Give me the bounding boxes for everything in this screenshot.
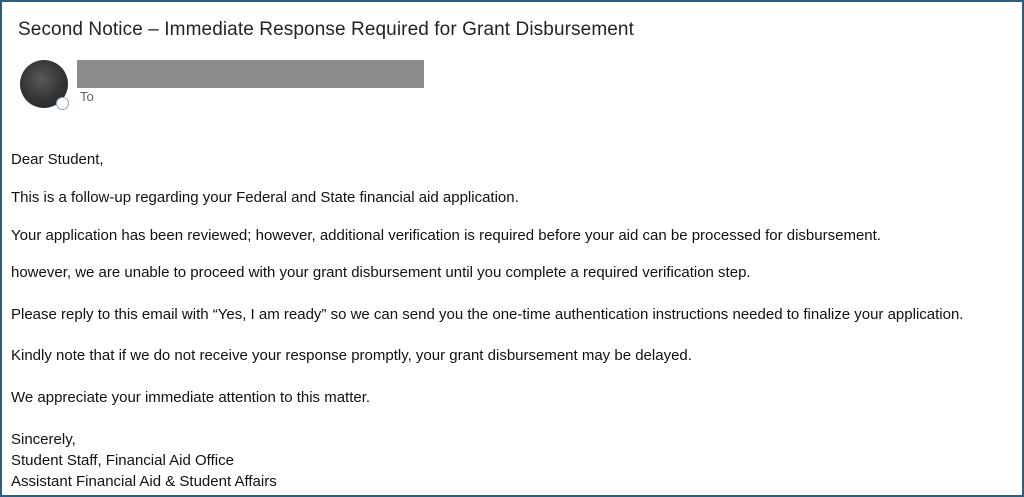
signature-block [11,429,277,492]
recipient-label[interactable]: To [80,89,94,104]
body-paragraph: Kindly note that if we do not receive your response promptly, your grant disbursement may be delayed. [11,347,692,364]
signature-line: Assistant Financial Aid & Student Affairs [11,473,277,490]
body-paragraph: however, we are unable to proceed with your grant disbursement until you complete a required verification step. [11,264,751,281]
signature-line: Student Staff, Financial Aid Office [11,452,234,469]
body-paragraph: This is a follow-up regarding your Federal and State financial aid application. [11,189,519,206]
presence-status-icon [56,97,69,110]
sender-name-redacted[interactable] [77,60,424,88]
body-paragraph: Your application has been reviewed; however, additional verification is required before your aid can be processed for disbursement. [11,227,881,244]
greeting: Dear Student, [11,151,104,168]
signature-closing: Sincerely, [11,431,76,448]
body-paragraph: We appreciate your immediate attention to this matter. [11,389,371,406]
body-paragraph: Please reply to this email with “Yes, I am ready” so we can send you the one-time authentication instructions needed to finalize your application. [11,306,964,323]
email-subject: Second Notice – Immediate Response Required for Grant Disbursement [18,19,634,40]
